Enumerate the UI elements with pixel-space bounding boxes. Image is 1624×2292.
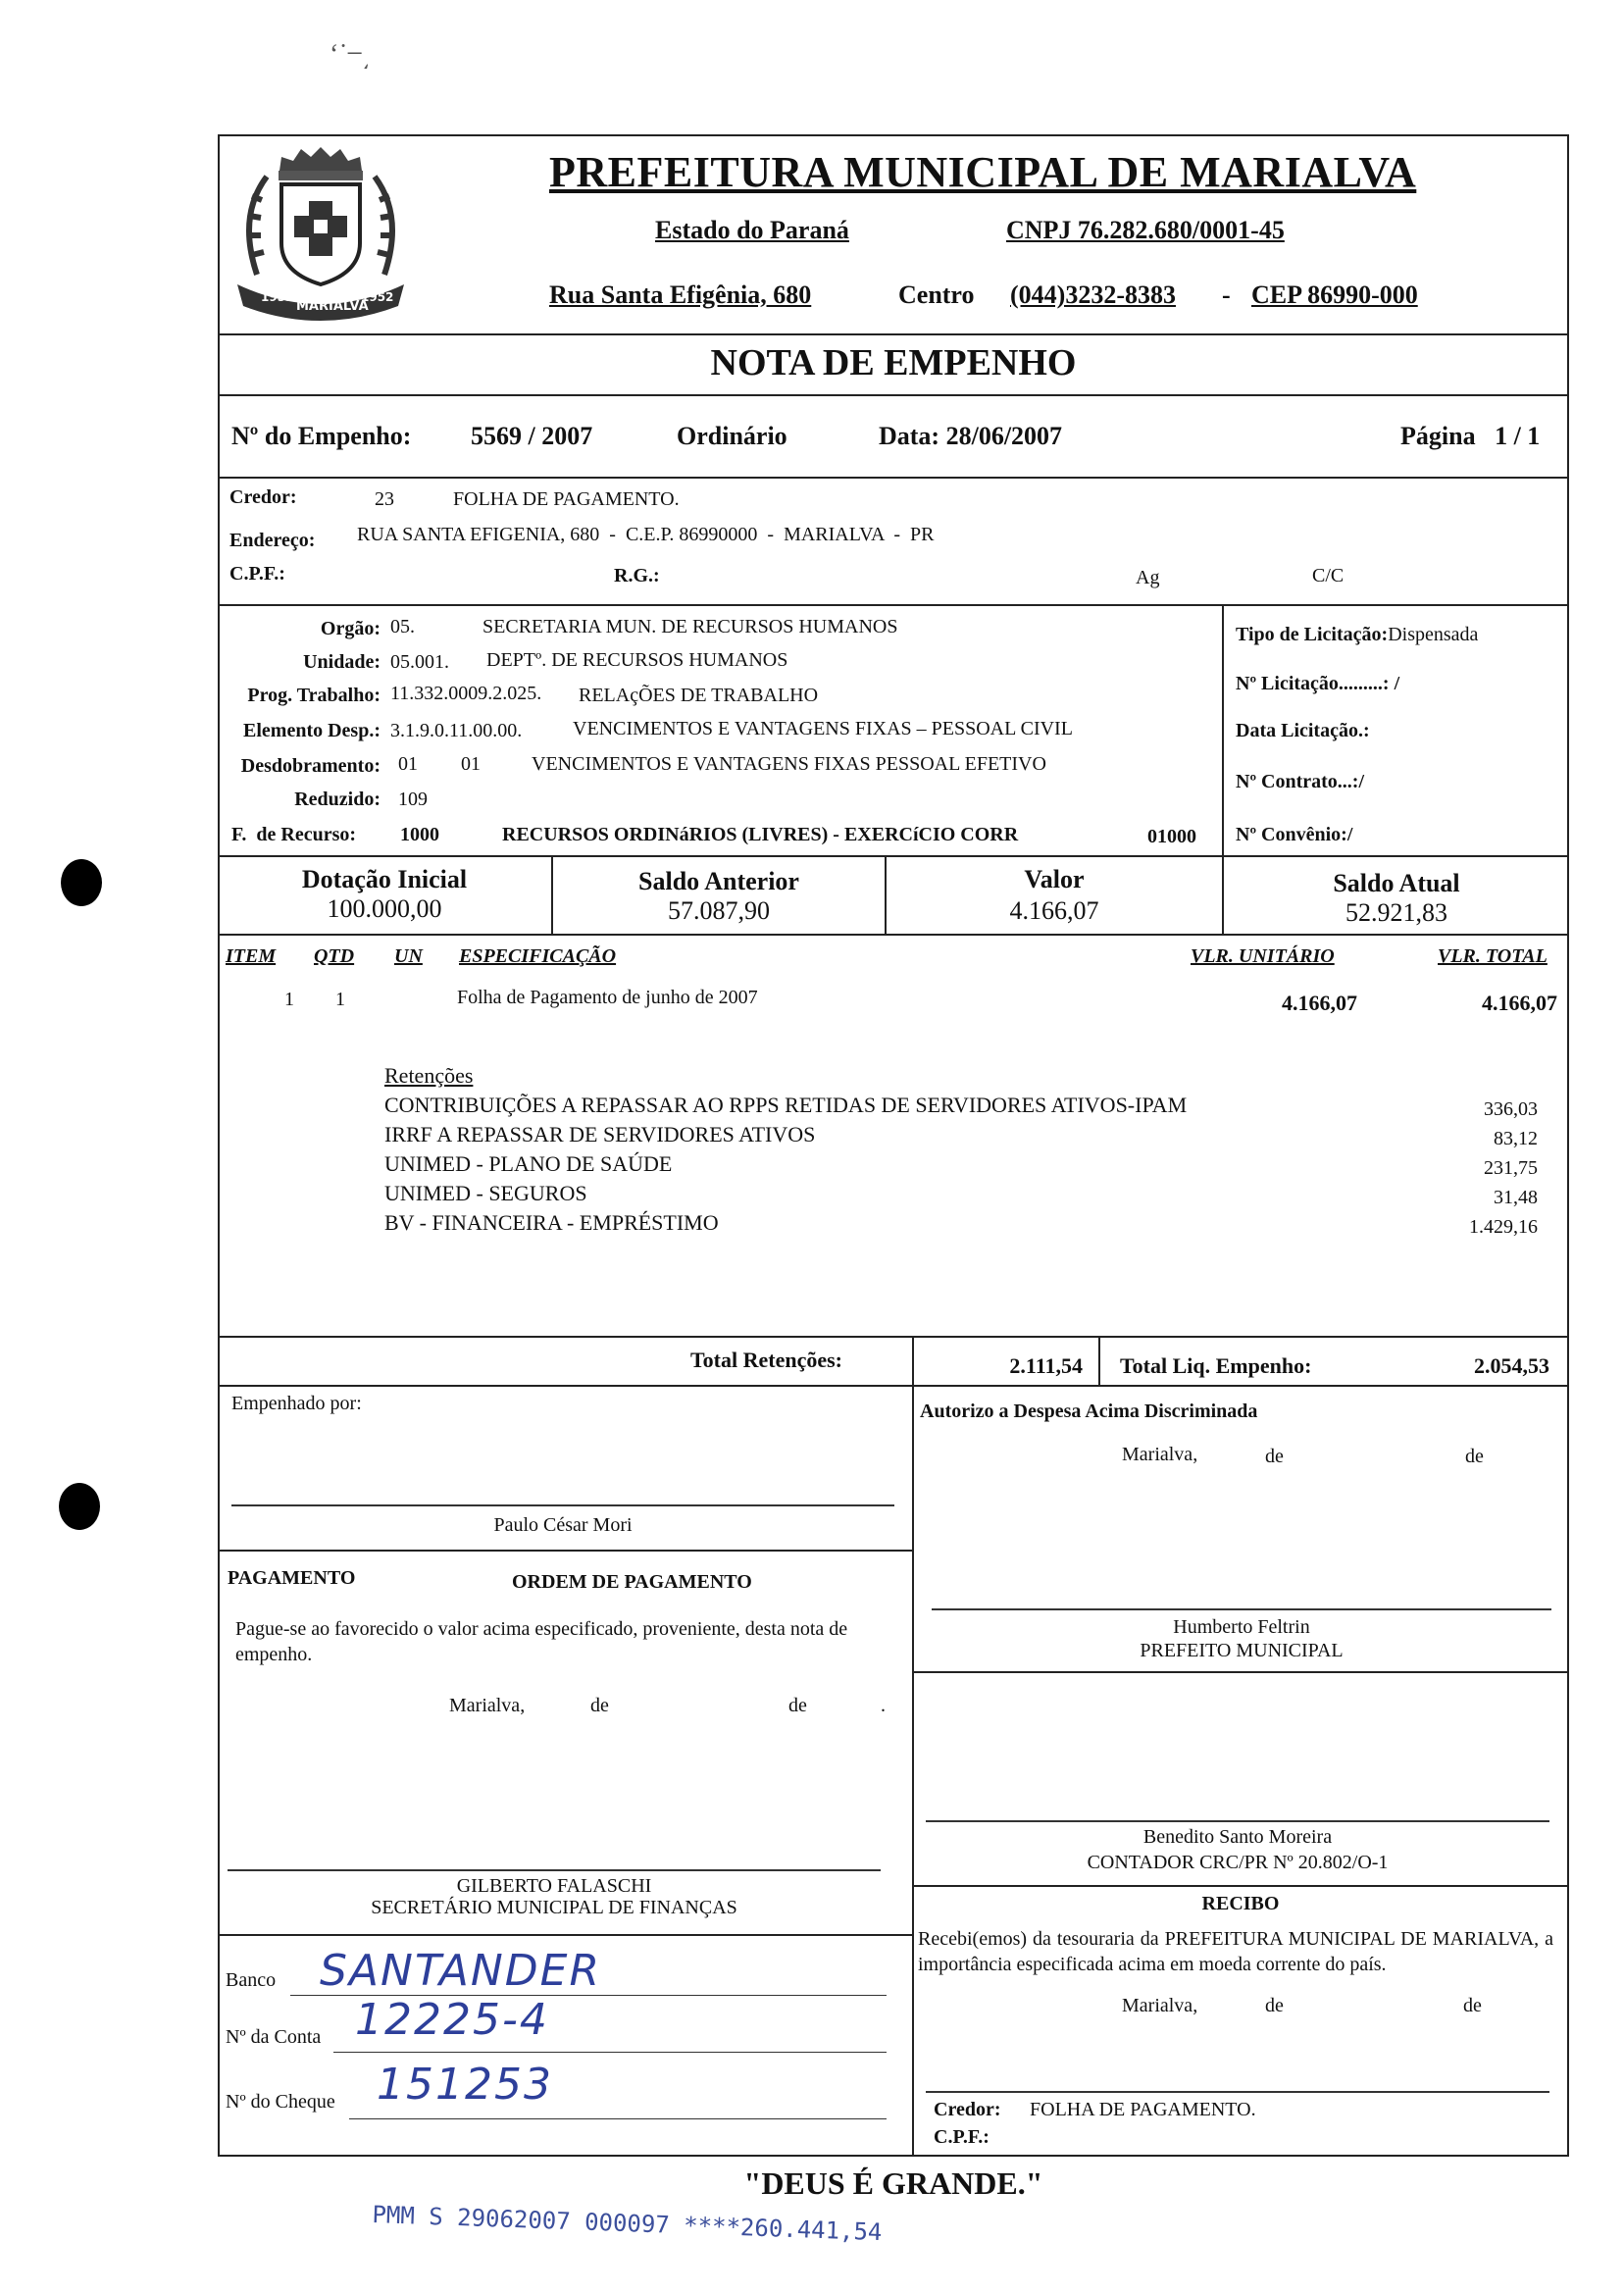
fonte-label: F. de Recurso: [231, 824, 357, 845]
separator: - [1222, 280, 1231, 309]
prog-name: RELAçÕES DE TRABALHO [579, 685, 819, 706]
conta-handwritten: 12225-4 [355, 1995, 549, 2045]
secretario-name: GILBERTO FALASCHI [456, 1875, 652, 1897]
recibo-text: Recebi(emos) da tesouraria da PREFEITURA MUNICIPAL DE MARIALVA, a importância especificada acima em moeda corrente do país. [918, 1928, 1553, 1975]
empenhado-por-label: Empenhado por: [231, 1393, 362, 1414]
orgao-code: 05. [390, 616, 415, 637]
tipo-licitacao: Tipo de Licitação:Dispensada [1236, 624, 1479, 645]
credor-label: Credor: [229, 486, 297, 508]
empenhado-por-name: Paulo César Mori [493, 1514, 633, 1536]
fonte-name: RECURSOS ORDINáRIOS (LIVRES) - EXERCíCIO CORR [502, 824, 1019, 845]
unidade-name: DEPTº. DE RECURSOS HUMANOS [486, 649, 788, 671]
svg-text:MARIALVA: MARIALVA [296, 299, 369, 314]
retencao-desc: IRRF A REPASSAR DE SERVIDORES ATIVOS [384, 1122, 816, 1146]
recibo-de: de [1463, 1995, 1482, 2016]
autorizo-de: de [1465, 1446, 1484, 1467]
saldo-atual-label: Saldo Atual [1333, 869, 1460, 897]
pagamento-de: de [590, 1695, 609, 1716]
empenhado-signature-line [231, 1504, 894, 1506]
item-qtd: 1 [335, 989, 345, 1010]
credor-address: RUA SANTA EFIGENIA, 680 - C.E.P. 86990000 - MARIALVA - PR [357, 524, 935, 545]
fonte-code: 1000 [400, 824, 439, 845]
state-name: Estado do Paraná [655, 216, 849, 244]
endereco-label: Endereço: [229, 530, 316, 551]
recibo-city: Marialva, [1122, 1995, 1198, 2016]
district: Centro [898, 280, 975, 309]
prog-code: 11.332.0009.2.025. [390, 683, 542, 704]
col-item: ITEM [226, 945, 277, 967]
data-licitacao: Data Licitação.: [1236, 720, 1370, 741]
payment-stamp: PMM S 29062007 000097 ****260.441,54 [372, 2201, 883, 2247]
credor-code: 23 [375, 488, 394, 510]
svg-text:1952: 1952 [361, 290, 394, 304]
account-label: C/C [1312, 565, 1345, 586]
punch-hole [61, 859, 102, 906]
col-especificacao: ESPECIFICAÇÃO [459, 945, 617, 967]
numero-convenio: Nº Convênio:/ [1236, 824, 1353, 845]
banco-label: Banco [226, 1969, 277, 1991]
page-number: Página 1 / 1 [1400, 422, 1541, 450]
prefeito-name: Humberto Feltrin [1173, 1616, 1310, 1638]
secretario-role: SECRETÁRIO MUNICIPAL DE FINANÇAS [371, 1897, 737, 1918]
orgao-name: SECRETARIA MUN. DE RECURSOS HUMANOS [482, 616, 898, 637]
cnpj: CNPJ 76.282.680/0001-45 [1006, 216, 1285, 244]
pagamento-dot: . [881, 1695, 886, 1716]
empenho-type: Ordinário [677, 422, 787, 450]
retencao-desc: UNIMED - PLANO DE SAÚDE [384, 1151, 673, 1176]
recibo-cpf-label: C.P.F.: [934, 2126, 990, 2148]
credor-name: FOLHA DE PAGAMENTO. [453, 488, 680, 510]
valor-label: Valor [1024, 865, 1085, 893]
reduzido-label: Reduzido: [294, 789, 381, 810]
pagamento-de: de [788, 1695, 807, 1716]
item-total-value: 4.166,07 [1482, 991, 1557, 1015]
contador-name: Benedito Santo Moreira [1142, 1826, 1333, 1848]
municipality-title: PREFEITURA MUNICIPAL DE MARIALVA [549, 148, 1417, 196]
recibo-title: RECIBO [1201, 1893, 1280, 1914]
punch-hole [59, 1483, 100, 1530]
empenho-date: Data: 28/06/2007 [879, 422, 1063, 450]
empenho-number-label: Nº do Empenho: [231, 422, 412, 450]
numero-licitacao: Nº Licitação.........: / [1236, 673, 1400, 694]
desdobramento-label: Desdobramento: [240, 755, 381, 777]
autorizo-city: Marialva, [1122, 1444, 1198, 1465]
col-un: UN [394, 945, 423, 967]
contador-signature-line [926, 1820, 1549, 1822]
desdobramento-b: 01 [461, 753, 481, 775]
prog-label: Prog. Trabalho: [247, 685, 381, 706]
retencao-desc: UNIMED - SEGUROS [384, 1181, 587, 1205]
fonte-number: 01000 [1147, 826, 1196, 847]
desdobramento-name: VENCIMENTOS E VANTAGENS FIXAS PESSOAL EFETIVO [532, 753, 1046, 775]
retencao-value: 83,12 [1494, 1128, 1538, 1149]
retencao-desc: CONTRIBUIÇÕES A REPASSAR AO RPPS RETIDAS DE SERVIDORES ATIVOS-IPAM [384, 1093, 1188, 1117]
svg-text:1951: 1951 [261, 290, 294, 304]
numero-contrato: Nº Contrato...:/ [1236, 771, 1365, 792]
contador-role: CONTADOR CRC/PR Nº 20.802/O-1 [1087, 1852, 1389, 1873]
col-vlr-unitario: VLR. UNITÁRIO [1191, 945, 1335, 967]
retencao-value: 31,48 [1494, 1187, 1538, 1208]
recibo-credor-name: FOLHA DE PAGAMENTO. [1030, 2099, 1256, 2120]
scan-mark: ʻ˙ ̶ ͵ [330, 39, 371, 70]
autorizo-label: Autorizo a Despesa Acima Discriminada [920, 1401, 1258, 1422]
item-number: 1 [284, 989, 294, 1010]
cep: CEP 86990-000 [1251, 280, 1418, 309]
pagamento-label: PAGAMENTO [228, 1567, 356, 1589]
rg-label: R.G.: [614, 565, 660, 586]
prefeito-role: PREFEITO MUNICIPAL [1140, 1640, 1344, 1661]
cpf-label: C.P.F.: [229, 563, 285, 585]
empenho-number: 5569 / 2007 [471, 422, 593, 450]
unidade-label: Unidade: [303, 651, 381, 673]
valor-value: 4.166,07 [1009, 896, 1099, 925]
saldo-anterior-value: 57.087,90 [668, 896, 770, 925]
total-liquido-value: 2.054,53 [1474, 1353, 1549, 1378]
recibo-de: de [1265, 1995, 1284, 2016]
recibo-credor-label: Credor: [934, 2099, 1001, 2120]
elemento-label: Elemento Desp.: [243, 720, 381, 741]
total-retencoes-value: 2.111,54 [1009, 1353, 1083, 1378]
dotacao-inicial-value: 100.000,00 [327, 894, 442, 923]
total-retencoes-label: Total Retenções: [690, 1348, 842, 1372]
pagamento-text: Pague-se ao favorecido o valor acima especificado, proveniente, desta nota de empenho. [235, 1618, 848, 1665]
phone: (044)3232-8383 [1010, 280, 1176, 309]
reduzido-value: 109 [398, 789, 428, 810]
dotacao-inicial-label: Dotação Inicial [301, 865, 468, 893]
orgao-label: Orgão: [320, 618, 381, 639]
retencoes-title: Retenções [384, 1063, 474, 1088]
desdobramento-a: 01 [398, 753, 418, 775]
col-vlr-total: VLR. TOTAL [1438, 945, 1548, 967]
cheque-handwritten: 151253 [377, 2060, 553, 2110]
elemento-code: 3.1.9.0.11.00.00. [390, 720, 523, 741]
banco-handwritten: SANTANDER [320, 1946, 602, 1996]
credor-signature-line [926, 2091, 1549, 2093]
street-address: Rua Santa Efigênia, 680 [549, 280, 812, 309]
autorizo-de: de [1265, 1446, 1284, 1467]
conta-label: Nº da Conta [226, 2026, 322, 2048]
cheque-label: Nº do Cheque [226, 2091, 335, 2113]
retencao-value: 336,03 [1484, 1098, 1538, 1120]
document-title: NOTA DE EMPENHO [710, 342, 1077, 383]
ordem-pagamento-label: ORDEM DE PAGAMENTO [512, 1571, 752, 1593]
unidade-code: 05.001. [390, 651, 449, 673]
saldo-atual-value: 52.921,83 [1345, 898, 1447, 927]
coat-of-arms-logo [228, 137, 414, 329]
saldo-anterior-label: Saldo Anterior [638, 867, 799, 895]
elemento-name: VENCIMENTOS E VANTAGENS FIXAS – PESSOAL CIVIL [573, 718, 1073, 739]
total-liquido-label: Total Liq. Empenho: [1120, 1353, 1312, 1378]
motto: "DEUS É GRANDE." [743, 2165, 1043, 2201]
pagamento-signature-line [228, 1869, 881, 1871]
agency-label: Ag [1136, 567, 1160, 588]
retencao-value: 1.429,16 [1469, 1216, 1538, 1238]
item-description: Folha de Pagamento de junho de 2007 [457, 987, 758, 1008]
pagamento-city: Marialva, [449, 1695, 526, 1716]
prefeito-signature-line [932, 1608, 1551, 1610]
retencao-value: 231,75 [1484, 1157, 1538, 1179]
item-unit-value: 4.166,07 [1282, 991, 1357, 1015]
retencao-desc: BV - FINANCEIRA - EMPRÉSTIMO [384, 1210, 719, 1235]
col-qtd: QTD [314, 945, 355, 967]
